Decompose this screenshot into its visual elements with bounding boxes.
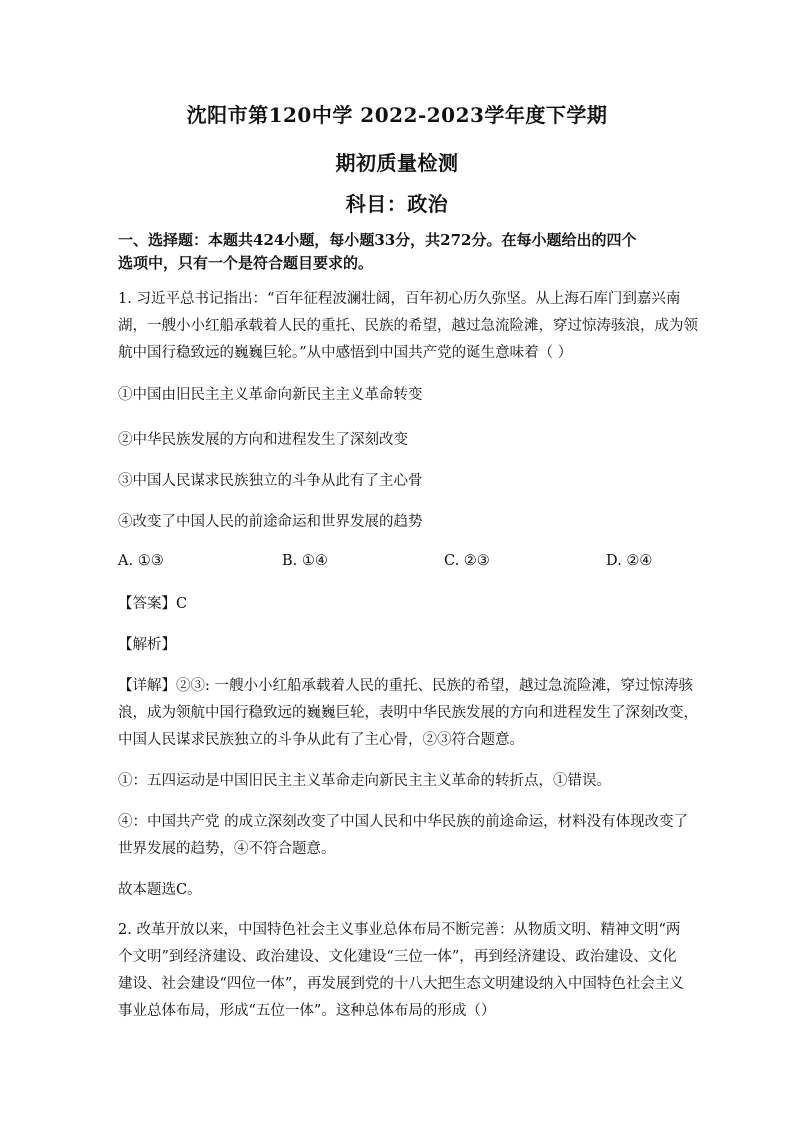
q1-option-c: C. ②③ bbox=[444, 553, 490, 569]
q2-stem-line: 2. 改革开放以来，中国特色社会主义事业总体布局不断完善：从物质文明、精神文明“两 bbox=[118, 922, 681, 938]
q2-stem-line: 事业总体布局，形成“五位一体”。这种总体布局的形成（） bbox=[118, 1003, 496, 1019]
section-instructions-line1: 一、选择题：本题共424小题，每小题33分，共272分。在每小题给出的四个 bbox=[118, 231, 637, 249]
q1-stem-line: 湖，一艘小小红船承载着人民的重托、民族的希望，越过急流险滩，穿过惊涛骇浪，成为领 bbox=[118, 318, 698, 334]
q1-statement-4: ④改变了中国人民的前途命运和世界发展的趋势 bbox=[118, 514, 423, 530]
q1-statement-2: ②中华民族发展的方向和进程发生了深刻改变 bbox=[118, 432, 408, 448]
subject-heading: 科目：政治 bbox=[345, 192, 449, 216]
q1-point-4-line: ④：中国共产党 的成立深刻改变了中国人民和中华民族的前途命运，材料没有体现改变了 bbox=[118, 814, 689, 830]
q1-option-a: A. ①③ bbox=[118, 553, 164, 569]
q1-detail-line: 中国人民谋求民族独立的斗争从此有了主心骨，②③符合题意。 bbox=[118, 732, 524, 748]
q1-option-d: D. ②④ bbox=[606, 553, 653, 569]
q1-point-4-line: 世界发展的趋势，④不符合题意。 bbox=[118, 841, 336, 857]
q1-statement-1: ①中国由旧民主主义革命向新民主主义革命转变 bbox=[118, 387, 423, 403]
section-instructions-line2: 选项中，只有一个是符合题目要求的。 bbox=[118, 254, 374, 272]
q1-detail-line: 浪，成为领航中国行稳致远的巍巍巨轮，表明中华民族发展的方向和进程发生了深刻改变， bbox=[118, 705, 698, 721]
q2-stem-line: 个文明”到经济建设、政治建设、文化建设“三位一体”，再到经济建设、政治建设、文化 bbox=[118, 949, 677, 965]
q1-stem-line: 航中国行稳致远的巍巍巨轮。”从中感悟到中国共产党的诞生意味着（ ） bbox=[118, 345, 573, 361]
q1-stem-line: 1. 习近平总书记指出：“百年征程波澜壮阔，百年初心历久弥坚。从上海石库门到嘉兴南 bbox=[118, 291, 681, 307]
q1-statement-3: ③中国人民谋求民族独立的斗争从此有了主心骨 bbox=[118, 473, 423, 489]
q2-stem-line: 建设、社会建设“四位一体”，再发展到党的十八大把生态文明建设纳入中国特色社会主义 bbox=[118, 976, 684, 992]
exam-title: 沈阳市第120中学 2022-2023学年度下学期 bbox=[186, 103, 608, 127]
q1-analysis-label: 【解析】 bbox=[118, 637, 176, 653]
q1-option-b: B. ①④ bbox=[282, 553, 328, 569]
q1-point-1: ①：五四运动是中国旧民主主义革命走向新民主主义革命的转折点，①错误。 bbox=[118, 773, 611, 789]
q1-detail-line: 【详解】②③: 一艘小小红船承载着人民的重托、民族的希望，越过急流险滩，穿过惊涛骇 bbox=[118, 678, 693, 694]
q1-conclusion: 故本题选C。 bbox=[118, 882, 202, 898]
exam-subtitle: 期初质量检测 bbox=[335, 151, 459, 175]
q1-answer: 【答案】C bbox=[118, 596, 188, 612]
